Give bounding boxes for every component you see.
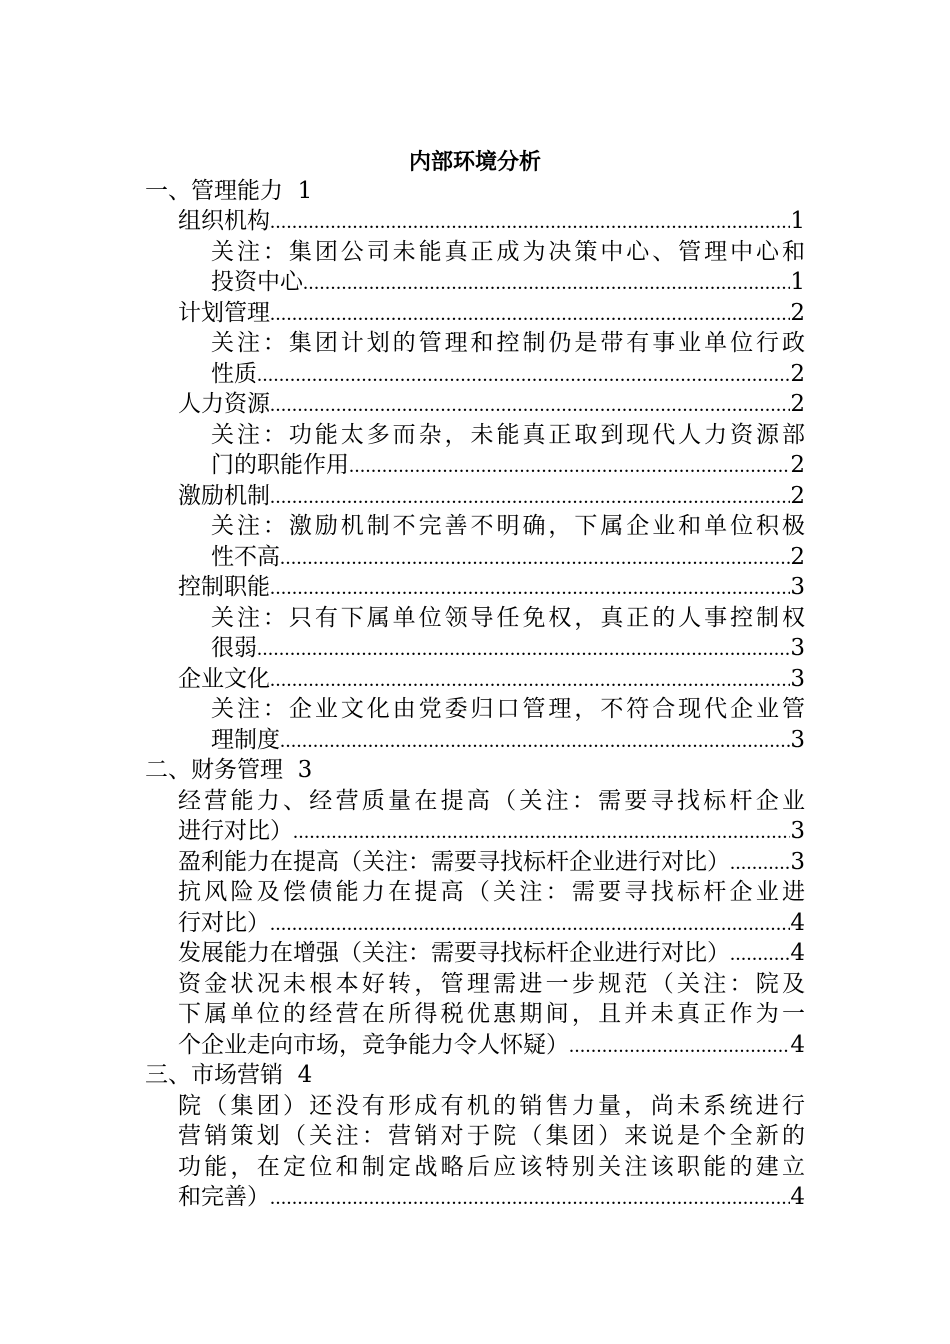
toc-entry-mkt1-line2[interactable]: 营销策划（关注：营销对于院（集团）来说是个全新的 [178, 1123, 805, 1149]
entry-label: 理制度 [211, 727, 280, 753]
toc-section-3[interactable] [145, 1060, 312, 1090]
section-page: 4 [297, 1062, 313, 1088]
entry-label: 很弱 [211, 635, 257, 661]
entry-label: 组织机构 [178, 208, 270, 234]
toc-entry-fin2[interactable] [178, 847, 805, 877]
toc-entry-plan[interactable] [178, 298, 805, 328]
leader-dots [349, 451, 790, 480]
leader-dots [270, 573, 790, 602]
toc-entry-fin5-line3[interactable] [178, 1030, 805, 1060]
toc-entry-fin3-line2[interactable] [178, 908, 805, 938]
toc-note-incentive-line2[interactable] [211, 542, 805, 572]
entry-label: 性质 [211, 361, 257, 387]
entry-label: 盈利能力在提高（关注：需要寻找标杆企业进行对比） [178, 849, 730, 875]
entry-page: 1 [790, 269, 805, 295]
leader-dots [270, 207, 790, 236]
entry-page: 2 [790, 361, 805, 387]
leader-dots [280, 726, 790, 755]
entry-page: 4 [790, 1032, 805, 1058]
leader-dots [270, 909, 790, 938]
leader-dots [730, 939, 790, 968]
entry-label: 控制职能 [178, 574, 270, 600]
entry-label: 性不高 [211, 544, 280, 570]
toc-note-control-line2[interactable] [211, 633, 805, 663]
toc-entry-fin1-line2[interactable] [178, 816, 805, 846]
entry-page: 2 [790, 300, 805, 326]
leader-dots [270, 1183, 790, 1212]
section-label: 二、财务管理 [145, 757, 283, 783]
entry-label: 激励机制 [178, 483, 270, 509]
entry-label: 门的职能作用 [211, 452, 349, 478]
toc-note-culture-line2[interactable] [211, 725, 805, 755]
entry-page: 2 [790, 544, 805, 570]
toc-entry-fin3-line1[interactable]: 抗风险及偿债能力在提高（关注：需要寻找标杆企业进 [178, 879, 805, 905]
entry-page: 3 [790, 635, 805, 661]
toc-entry-fin4[interactable] [178, 938, 805, 968]
toc-entry-fin5-line1[interactable]: 资金状况未根本好转，管理需进一步规范（关注：院及 [178, 971, 805, 997]
toc-note-plan-line1[interactable]: 关注：集团计划的管理和控制仍是带有事业单位行政 [211, 330, 805, 356]
toc-note-plan-line2[interactable] [211, 359, 805, 389]
entry-label: 行对比） [178, 910, 270, 936]
leader-dots [257, 634, 790, 663]
entry-page: 2 [790, 452, 805, 478]
leader-dots [270, 665, 790, 694]
entry-page: 3 [790, 727, 805, 753]
section-page: 1 [297, 178, 313, 204]
entry-label: 计划管理 [178, 300, 270, 326]
toc-entry-mkt1-line3[interactable]: 功能，在定位和制定战略后应该特别关注该职能的建立 [178, 1154, 805, 1180]
toc-note-org-line2[interactable] [211, 267, 805, 297]
section-label: 三、市场营销 [145, 1062, 283, 1088]
entry-label: 发展能力在增强（关注：需要寻找标杆企业进行对比） [178, 940, 730, 966]
toc-note-hr-line2[interactable] [211, 450, 805, 480]
entry-page: 2 [790, 391, 805, 417]
entry-label: 和完善） [178, 1184, 270, 1210]
toc-entry-control[interactable] [178, 572, 805, 602]
entry-page: 3 [790, 666, 805, 692]
toc-note-hr-line1[interactable]: 关注：功能太多而杂，未能真正取到现代人力资源部 [211, 422, 805, 448]
toc-section-2[interactable] [145, 755, 312, 785]
leader-dots [293, 817, 790, 846]
entry-label: 人力资源 [178, 391, 270, 417]
leader-dots [257, 360, 790, 389]
toc-entry-fin5-line2[interactable]: 下属单位的经营在所得税优惠期间，且并未真正作为一 [178, 1001, 805, 1027]
toc-entry-org[interactable] [178, 206, 805, 236]
entry-page: 1 [790, 208, 805, 234]
entry-page: 4 [790, 1184, 805, 1210]
leader-dots [270, 299, 790, 328]
entry-label: 企业文化 [178, 666, 270, 692]
toc-entry-incentive[interactable] [178, 481, 805, 511]
leader-dots [730, 848, 790, 877]
toc-note-culture-line1[interactable]: 关注：企业文化由党委归口管理，不符合现代企业管 [211, 696, 805, 722]
section-label: 一、管理能力 [145, 178, 283, 204]
document-title: 内部环境分析 [408, 149, 541, 175]
entry-label: 进行对比） [178, 818, 293, 844]
leader-dots [270, 482, 790, 511]
entry-page: 3 [790, 849, 805, 875]
toc-note-org-line1[interactable]: 关注：集团公司未能真正成为决策中心、管理中心和 [211, 239, 805, 265]
toc-entry-hr[interactable] [178, 389, 805, 419]
leader-dots [303, 268, 790, 297]
entry-page: 3 [790, 818, 805, 844]
toc-entry-mkt1-line4[interactable] [178, 1182, 805, 1212]
entry-label: 投资中心 [211, 269, 303, 295]
toc-note-control-line1[interactable]: 关注：只有下属单位领导任免权，真正的人事控制权 [211, 605, 805, 631]
entry-page: 3 [790, 574, 805, 600]
section-page: 3 [297, 757, 313, 783]
toc-note-incentive-line1[interactable]: 关注：激励机制不完善不明确，下属企业和单位积极 [211, 513, 805, 539]
toc-entry-fin1-line1[interactable]: 经营能力、经营质量在提高（关注：需要寻找标杆企业 [178, 788, 805, 814]
entry-page: 2 [790, 483, 805, 509]
leader-dots [280, 543, 790, 572]
leader-dots [569, 1031, 790, 1060]
entry-label: 个企业走向市场，竞争能力令人怀疑） [178, 1032, 569, 1058]
entry-page: 4 [790, 940, 805, 966]
entry-page: 4 [790, 910, 805, 936]
toc-entry-culture[interactable] [178, 664, 805, 694]
leader-dots [270, 390, 790, 419]
toc-section-1[interactable] [145, 176, 312, 206]
toc-entry-mkt1-line1[interactable]: 院（集团）还没有形成有机的销售力量，尚未系统进行 [178, 1093, 805, 1119]
